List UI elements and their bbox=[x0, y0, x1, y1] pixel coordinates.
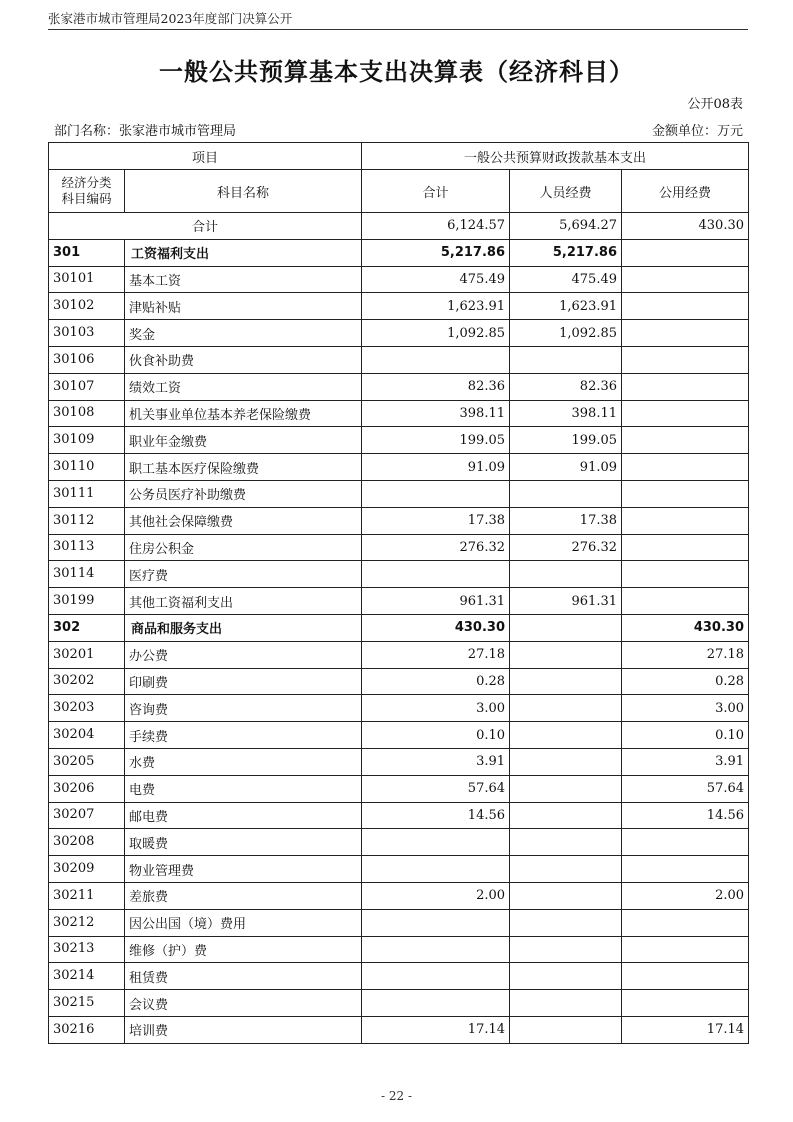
row-personnel: 276.32 bbox=[510, 534, 622, 561]
row-public bbox=[622, 454, 749, 481]
row-code: 30111 bbox=[49, 480, 125, 507]
row-total: 276.32 bbox=[362, 534, 510, 561]
header-budget-group: 一般公共预算财政拨款基本支出 bbox=[362, 143, 749, 170]
row-public bbox=[622, 561, 749, 588]
table-row bbox=[49, 239, 749, 266]
table-row bbox=[49, 614, 749, 641]
row-personnel: 82.36 bbox=[510, 373, 622, 400]
table-row bbox=[49, 748, 749, 775]
row-personnel bbox=[510, 346, 622, 373]
table-row bbox=[49, 722, 749, 749]
row-code: 30102 bbox=[49, 293, 125, 320]
row-personnel bbox=[510, 561, 622, 588]
row-name: 其他社会保障缴费 bbox=[125, 507, 362, 534]
table-row bbox=[49, 856, 749, 883]
row-personnel bbox=[510, 936, 622, 963]
table-number: 公开08表 bbox=[687, 97, 743, 112]
table-row bbox=[49, 266, 749, 293]
row-public bbox=[622, 346, 749, 373]
row-total bbox=[362, 936, 510, 963]
row-code: 301 bbox=[49, 239, 125, 266]
row-code: 30202 bbox=[49, 668, 125, 695]
row-name: 其他工资福利支出 bbox=[125, 588, 362, 615]
row-code: 30103 bbox=[49, 320, 125, 347]
row-name: 取暖费 bbox=[125, 829, 362, 856]
row-personnel bbox=[510, 882, 622, 909]
table-row bbox=[49, 1016, 749, 1043]
row-public bbox=[622, 427, 749, 454]
row-public: 3.00 bbox=[622, 695, 749, 722]
row-code: 30108 bbox=[49, 400, 125, 427]
row-personnel: 961.31 bbox=[510, 588, 622, 615]
table-row bbox=[49, 882, 749, 909]
row-name: 机关事业单位基本养老保险缴费 bbox=[125, 400, 362, 427]
row-code: 30208 bbox=[49, 829, 125, 856]
table-row bbox=[49, 668, 749, 695]
row-code: 30207 bbox=[49, 802, 125, 829]
row-total: 57.64 bbox=[362, 775, 510, 802]
header-code-line2: 科目编码 bbox=[61, 191, 112, 206]
row-name: 津贴补贴 bbox=[125, 293, 362, 320]
row-personnel bbox=[510, 641, 622, 668]
row-code: 30206 bbox=[49, 775, 125, 802]
row-code: 30215 bbox=[49, 990, 125, 1017]
row-code: 30101 bbox=[49, 266, 125, 293]
row-name: 奖金 bbox=[125, 320, 362, 347]
row-personnel bbox=[510, 722, 622, 749]
header-code-line1: 经济分类 bbox=[61, 175, 112, 190]
row-code: 30201 bbox=[49, 641, 125, 668]
row-code: 30106 bbox=[49, 346, 125, 373]
table-row bbox=[49, 802, 749, 829]
row-personnel bbox=[510, 1016, 622, 1043]
row-personnel bbox=[510, 856, 622, 883]
row-name: 培训费 bbox=[125, 1016, 362, 1043]
row-code: 30113 bbox=[49, 534, 125, 561]
row-public bbox=[622, 507, 749, 534]
header-rule bbox=[48, 29, 748, 30]
page-number: - 22 - bbox=[380, 1089, 412, 1103]
row-name: 租赁费 bbox=[125, 963, 362, 990]
table-row bbox=[49, 373, 749, 400]
row-public bbox=[622, 829, 749, 856]
row-code: 30205 bbox=[49, 748, 125, 775]
row-code: 30112 bbox=[49, 507, 125, 534]
row-total: 3.00 bbox=[362, 695, 510, 722]
table-row bbox=[49, 775, 749, 802]
row-total: 430.30 bbox=[362, 614, 510, 641]
row-personnel bbox=[510, 775, 622, 802]
table-row bbox=[49, 293, 749, 320]
row-total: 475.49 bbox=[362, 266, 510, 293]
table-row bbox=[49, 507, 749, 534]
table-row bbox=[49, 695, 749, 722]
row-name: 绩效工资 bbox=[125, 373, 362, 400]
row-public bbox=[622, 990, 749, 1017]
row-personnel: 91.09 bbox=[510, 454, 622, 481]
row-personnel bbox=[510, 909, 622, 936]
row-personnel bbox=[510, 614, 622, 641]
row-personnel bbox=[510, 748, 622, 775]
row-code: 30209 bbox=[49, 856, 125, 883]
row-code: 30213 bbox=[49, 936, 125, 963]
row-code: 30214 bbox=[49, 963, 125, 990]
row-public bbox=[622, 963, 749, 990]
row-name: 职工基本医疗保险缴费 bbox=[125, 454, 362, 481]
row-name: 水费 bbox=[125, 748, 362, 775]
row-name: 维修（护）费 bbox=[125, 936, 362, 963]
row-name: 因公出国（境）费用 bbox=[125, 909, 362, 936]
row-name: 会议费 bbox=[125, 990, 362, 1017]
row-total bbox=[362, 346, 510, 373]
row-total: 91.09 bbox=[362, 454, 510, 481]
table-row bbox=[49, 320, 749, 347]
header-personnel: 人员经费 bbox=[510, 170, 622, 213]
header-total: 合计 bbox=[362, 170, 510, 213]
table-row bbox=[49, 990, 749, 1017]
row-total: 199.05 bbox=[362, 427, 510, 454]
table-row bbox=[49, 641, 749, 668]
expenditure-table bbox=[48, 142, 749, 1044]
row-code: 30110 bbox=[49, 454, 125, 481]
row-public bbox=[622, 239, 749, 266]
row-personnel: 1,623.91 bbox=[510, 293, 622, 320]
table-row bbox=[49, 829, 749, 856]
row-total: 2.00 bbox=[362, 882, 510, 909]
row-personnel bbox=[510, 829, 622, 856]
row-personnel: 398.11 bbox=[510, 400, 622, 427]
row-total: 0.28 bbox=[362, 668, 510, 695]
row-name: 印刷费 bbox=[125, 668, 362, 695]
row-code: 30109 bbox=[49, 427, 125, 454]
row-code: 30204 bbox=[49, 722, 125, 749]
row-total bbox=[362, 856, 510, 883]
row-total bbox=[362, 561, 510, 588]
row-name: 办公费 bbox=[125, 641, 362, 668]
amount-unit: 金额单位：万元 bbox=[651, 124, 743, 139]
row-code: 30199 bbox=[49, 588, 125, 615]
table-row bbox=[49, 588, 749, 615]
total-personnel: 5,694.27 bbox=[510, 213, 622, 240]
row-public: 2.00 bbox=[622, 882, 749, 909]
table-row bbox=[49, 534, 749, 561]
header-row-1 bbox=[49, 143, 749, 170]
row-personnel: 475.49 bbox=[510, 266, 622, 293]
department-name: 部门名称：张家港市城市管理局 bbox=[54, 124, 237, 139]
row-total: 1,092.85 bbox=[362, 320, 510, 347]
row-total bbox=[362, 829, 510, 856]
row-total: 17.38 bbox=[362, 507, 510, 534]
total-total: 6,124.57 bbox=[362, 213, 510, 240]
total-row bbox=[49, 213, 749, 240]
row-total: 398.11 bbox=[362, 400, 510, 427]
header-item: 项目 bbox=[49, 143, 362, 170]
page-title: 一般公共预算基本支出决算表（经济科目） bbox=[159, 58, 634, 86]
row-personnel bbox=[510, 695, 622, 722]
running-header: 张家港市城市管理局2023年度部门决算公开 bbox=[48, 11, 293, 26]
row-name: 咨询费 bbox=[125, 695, 362, 722]
row-code: 30203 bbox=[49, 695, 125, 722]
row-public bbox=[622, 373, 749, 400]
header-row-2 bbox=[49, 170, 749, 213]
row-total bbox=[362, 480, 510, 507]
row-public bbox=[622, 400, 749, 427]
table-row bbox=[49, 400, 749, 427]
row-personnel: 199.05 bbox=[510, 427, 622, 454]
row-total bbox=[362, 909, 510, 936]
table-row bbox=[49, 346, 749, 373]
row-personnel: 1,092.85 bbox=[510, 320, 622, 347]
row-public bbox=[622, 320, 749, 347]
row-name: 物业管理费 bbox=[125, 856, 362, 883]
row-code: 30211 bbox=[49, 882, 125, 909]
row-public bbox=[622, 266, 749, 293]
row-name: 公务员医疗补助缴费 bbox=[125, 480, 362, 507]
row-public bbox=[622, 534, 749, 561]
row-public: 0.28 bbox=[622, 668, 749, 695]
row-personnel bbox=[510, 668, 622, 695]
row-total: 27.18 bbox=[362, 641, 510, 668]
total-label: 合计 bbox=[49, 213, 362, 240]
row-public: 430.30 bbox=[622, 614, 749, 641]
row-name: 住房公积金 bbox=[125, 534, 362, 561]
table-row bbox=[49, 454, 749, 481]
row-public: 0.10 bbox=[622, 722, 749, 749]
table-row bbox=[49, 427, 749, 454]
total-public: 430.30 bbox=[622, 213, 749, 240]
table-row bbox=[49, 963, 749, 990]
row-total: 1,623.91 bbox=[362, 293, 510, 320]
row-total: 0.10 bbox=[362, 722, 510, 749]
row-total: 961.31 bbox=[362, 588, 510, 615]
row-personnel: 5,217.86 bbox=[510, 239, 622, 266]
row-name: 伙食补助费 bbox=[125, 346, 362, 373]
table-row bbox=[49, 480, 749, 507]
row-total bbox=[362, 990, 510, 1017]
row-code: 302 bbox=[49, 614, 125, 641]
table-row bbox=[49, 561, 749, 588]
row-code: 30114 bbox=[49, 561, 125, 588]
header-code bbox=[49, 170, 125, 213]
row-name: 医疗费 bbox=[125, 561, 362, 588]
row-public: 3.91 bbox=[622, 748, 749, 775]
row-name: 工资福利支出 bbox=[125, 239, 362, 266]
table-row bbox=[49, 909, 749, 936]
row-total: 14.56 bbox=[362, 802, 510, 829]
row-name: 商品和服务支出 bbox=[125, 614, 362, 641]
row-personnel bbox=[510, 480, 622, 507]
row-total bbox=[362, 963, 510, 990]
row-public: 57.64 bbox=[622, 775, 749, 802]
row-name: 职业年金缴费 bbox=[125, 427, 362, 454]
row-total: 82.36 bbox=[362, 373, 510, 400]
row-public bbox=[622, 936, 749, 963]
row-code: 30107 bbox=[49, 373, 125, 400]
header-public: 公用经费 bbox=[622, 170, 749, 213]
row-total: 3.91 bbox=[362, 748, 510, 775]
row-name: 差旅费 bbox=[125, 882, 362, 909]
row-total: 17.14 bbox=[362, 1016, 510, 1043]
row-public: 17.14 bbox=[622, 1016, 749, 1043]
row-public: 27.18 bbox=[622, 641, 749, 668]
row-public bbox=[622, 480, 749, 507]
row-personnel: 17.38 bbox=[510, 507, 622, 534]
row-code: 30212 bbox=[49, 909, 125, 936]
row-name: 基本工资 bbox=[125, 266, 362, 293]
row-personnel bbox=[510, 990, 622, 1017]
row-public bbox=[622, 909, 749, 936]
row-public bbox=[622, 856, 749, 883]
row-public bbox=[622, 588, 749, 615]
header-name: 科目名称 bbox=[125, 170, 362, 213]
row-name: 邮电费 bbox=[125, 802, 362, 829]
row-public bbox=[622, 293, 749, 320]
row-personnel bbox=[510, 963, 622, 990]
table-row bbox=[49, 936, 749, 963]
row-personnel bbox=[510, 802, 622, 829]
row-public: 14.56 bbox=[622, 802, 749, 829]
row-name: 手续费 bbox=[125, 722, 362, 749]
row-total: 5,217.86 bbox=[362, 239, 510, 266]
row-code: 30216 bbox=[49, 1016, 125, 1043]
row-name: 电费 bbox=[125, 775, 362, 802]
